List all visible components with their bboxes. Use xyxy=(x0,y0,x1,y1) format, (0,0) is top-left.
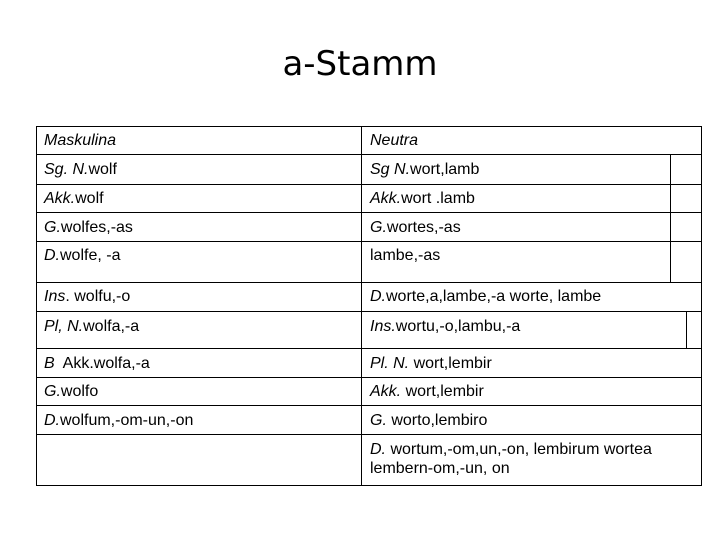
table-rule xyxy=(36,434,702,435)
table-cell: D.worte,a,lambe,-a worte, lambe xyxy=(370,288,602,305)
table-rule xyxy=(36,282,702,283)
table-cell: Akk.wort .lamb xyxy=(370,190,475,207)
table-cell: lambe,-as xyxy=(370,247,441,264)
table-rule xyxy=(36,126,37,486)
table-rule xyxy=(361,126,362,486)
table-rule xyxy=(36,241,702,242)
table-rule xyxy=(36,377,702,378)
table-rule xyxy=(36,485,702,486)
table-rule xyxy=(36,154,702,155)
table-cell: G.wolfo xyxy=(44,383,99,400)
table-rule xyxy=(670,154,671,283)
table-cell: D.wolfe, -a xyxy=(44,247,121,264)
table-cell: Pl. N. wort,lembir xyxy=(370,355,492,372)
table-cell: Akk. wort,lembir xyxy=(370,383,484,400)
table-cell: G.wolfes,-as xyxy=(44,219,133,236)
table-cell: D. wortum,-om,un,-on, lembirum wortea lembern-om,-un, on xyxy=(370,441,652,477)
table-rule xyxy=(36,311,702,312)
table-cell: Ins. wolfu,-o xyxy=(44,288,131,305)
table-cell: Pl, N.wolfa,-a xyxy=(44,318,140,335)
table-cell: G.wortes,-as xyxy=(370,219,461,236)
table-rule xyxy=(686,311,687,349)
table-rule xyxy=(36,348,702,349)
table-rule xyxy=(36,405,702,406)
table-rule xyxy=(36,212,702,213)
table-cell: Ins.wortu,-o,lambu,-a xyxy=(370,318,521,335)
table-cell: D.wolfum,-om-un,-on xyxy=(44,412,194,429)
table-rule xyxy=(36,184,702,185)
table-cell: B Akk.wolfa,-a xyxy=(44,355,150,372)
table-cell: G. worto,lembiro xyxy=(370,412,488,429)
table-cell: Sg N.wort,lamb xyxy=(370,161,480,178)
table-rule xyxy=(36,126,702,127)
table-rule xyxy=(701,126,702,486)
page-title: a-Stamm xyxy=(282,44,438,84)
table-cell: Neutra xyxy=(370,132,419,149)
table-cell: Akk.wolf xyxy=(44,190,104,207)
table-cell: Maskulina xyxy=(44,132,117,149)
table-cell: Sg. N.wolf xyxy=(44,161,117,178)
